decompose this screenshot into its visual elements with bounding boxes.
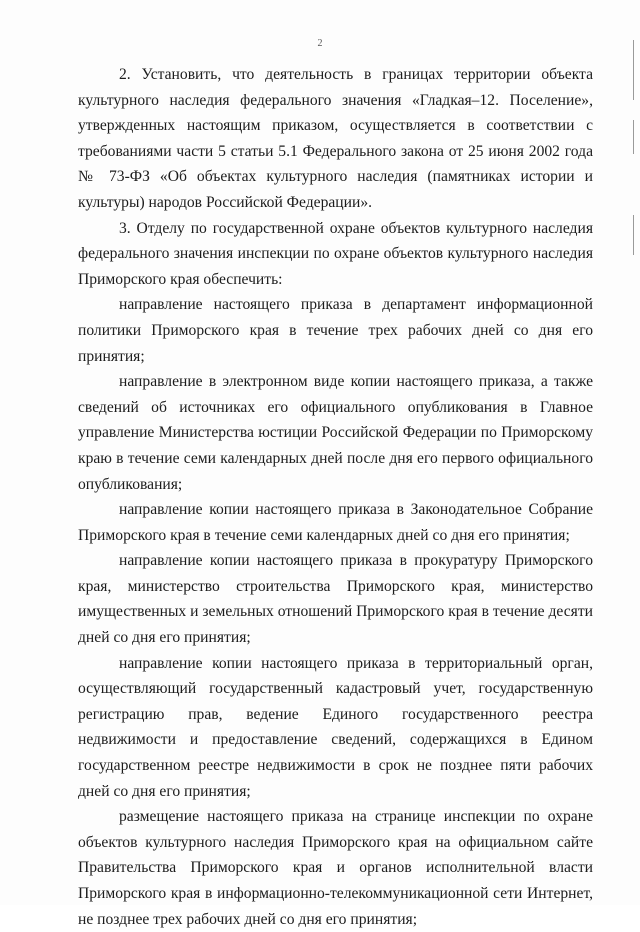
paragraph-item: направление в электронном виде копии настоящего приказа, а также сведений об источниках его официального опубликования в Главное управление Министерства юстиции Российской Федерации по Приморскому краю в течение семи календарных дней после дня его первого официального опубликования; [78, 373, 593, 493]
paragraph-item: направление настоящего приказа в департамент информационной политики Приморского края в течение трех рабочих дней со дня его принятия; [78, 296, 593, 365]
document-body [78, 62, 593, 932]
paragraph-2: 2. Установить, что деятельность в границах территории объекта культурного наследия федерального значения «Гладкая–12. Поселение», утвержденных настоящим приказом, осуществляется в соответствии с требованиями части 5 статьи 5.1 Федерального закона от 25 июня 2002 года № 73-ФЗ «Об объектах культурного наследия (памятниках истории и культуры) народов Российской Федерации». [78, 66, 593, 211]
paragraph-3: 3. Отделу по государственной охране объектов культурного наследия федерального значения инспекции по охране объектов культурного наследия Приморского края обеспечить: [78, 219, 593, 288]
paragraph-item: размещение настоящего приказа на странице инспекции по охране объектов культурного наследия Приморского края на официальном сайте Правительства Приморского края и органов исполнительной власти Приморского края в информационно-телекоммуникационной сети Интернет, не позднее трех рабочих дней со дня его принятия; [78, 808, 593, 928]
scan-edge-mark [633, 215, 634, 255]
paragraph-item: направление копии настоящего приказа в Законодательное Собрание Приморского края в течение семи календарных дней со дня его принятия; [78, 501, 593, 544]
scan-edge-mark [633, 120, 634, 154]
scan-edge-mark [633, 40, 634, 100]
paragraph-item: направление копии настоящего приказа в территориальный орган, осуществляющий государственный кадастровый учет, государственную регистрацию прав, ведение Единого государственного реестра недвижимости и предоставление сведений, содержащихся в Едином государственном реестре недвижимости в срок не позднее пяти рабочих дней со дня его принятия; [78, 654, 593, 800]
page-number: 2 [317, 38, 323, 49]
paragraph-item: направление копии настоящего приказа в прокуратуру Приморского края, министерство строительства Приморского края, министерство имущественных и земельных отношений Приморского края в течение десяти дней со дня его принятия; [78, 552, 593, 647]
